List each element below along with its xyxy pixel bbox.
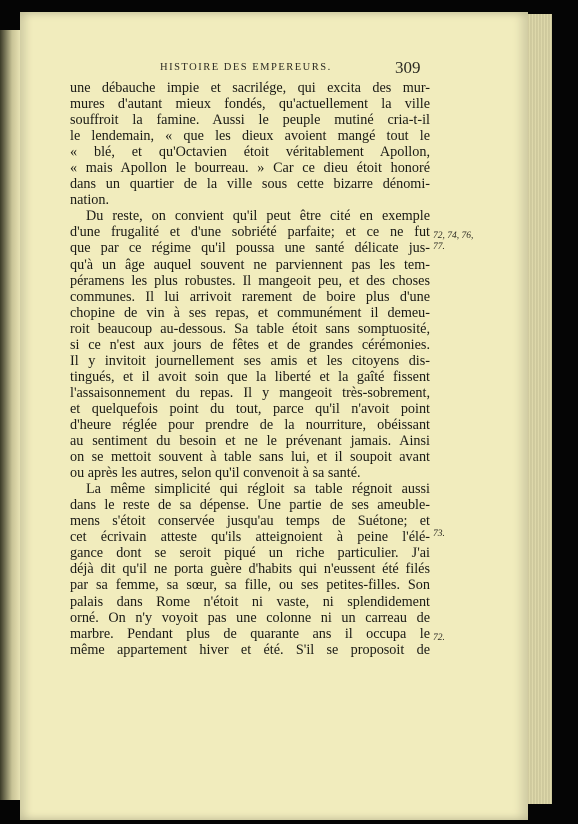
text-line: par sa femme, sa sœur, sa fille, ou ses petites-filles. Son xyxy=(70,577,430,594)
text-line: si ce n'est aux jours de fêtes et de grandes cérémonies. xyxy=(70,336,430,353)
text-line: marbre. Pendant plus de quarante ans il occupa le xyxy=(70,625,430,642)
text-line: cet écrivain atteste qu'ils atteignoient à peine l'élé- xyxy=(70,529,430,546)
margin-note: 72. xyxy=(433,633,445,643)
text-line: qu'à un âge auquel souvent ne parviennent pas les tem- xyxy=(70,256,430,273)
facing-page-edge xyxy=(0,30,20,800)
text-line: au sentiment du besoin et ne le prévenant jamais. Ainsi xyxy=(70,433,430,450)
text-line: l'assaisonnement du repas. Il y mangeoit très-sobrement, xyxy=(70,384,430,401)
text-line: ou après les autres, selon qu'il convenoit à sa santé. xyxy=(70,465,361,482)
text-line: mens s'étoit conservée jusqu'au temps de Suétone; et xyxy=(70,513,430,530)
text-line: chopine de vin à ses repas, et communément il demeu- xyxy=(70,304,430,321)
page-number: 309 xyxy=(395,58,421,77)
text-line: déjà dit qu'il ne porta guère d'habits qui n'eussent été filés xyxy=(70,561,430,578)
text-line: dans le reste de sa dépense. Une partie de ses ameuble- xyxy=(70,497,430,514)
text-line: tingués, et il avoit soin que la liberté et la gaîté fissent xyxy=(70,368,430,385)
text-line: souffroit la famine. Aussi le peuple mutiné cria-t-il xyxy=(70,112,430,129)
page-stack-edge xyxy=(528,14,552,804)
body-text xyxy=(70,80,430,658)
margin-note: 77. xyxy=(433,242,445,252)
text-line: gance dont se seroit piqué un riche particulier. J'ai xyxy=(70,545,430,562)
running-head: HISTOIRE DES EMPEREURS. xyxy=(160,62,332,73)
text-line: La même simplicité qui régloit sa table régnoit aussi xyxy=(86,481,430,498)
text-line: d'une frugalité et d'une sobriété parfaite; et ce ne fut xyxy=(70,224,430,241)
text-line: une débauche impie et sacrilége, qui excita des mur- xyxy=(70,80,430,96)
text-line: dans un quartier de la ville sous cette bizarre dénomi- xyxy=(70,176,430,193)
margin-note: 72, 74, 76, xyxy=(433,231,474,241)
text-line: roit beaucoup au-dessous. Sa table étoit sans somptuosité, xyxy=(70,320,430,337)
text-line: le lendemain, « que les dieux avoient mangé tout le xyxy=(70,128,430,145)
text-line: Il y invitoit journellement ses amis et les citoyens dis- xyxy=(70,352,430,369)
text-line: d'heure réglée pour prendre de la nourriture, obéissant xyxy=(70,416,430,433)
text-line: orné. On n'y voyoit pas une colonne ni un carreau de xyxy=(70,609,430,626)
text-line: que par ce régime qu'il poussa une santé délicate jus- xyxy=(70,240,430,257)
text-line: on se mettoit souvent à table sans lui, et il soupoit avant xyxy=(70,449,430,466)
text-line: nation. xyxy=(70,192,110,209)
text-line: mures d'autant mieux fondés, qu'actuellement la ville xyxy=(70,96,430,113)
text-line: « blé, et qu'Octavien étoit véritablement Apollon, xyxy=(70,144,430,161)
text-line: communes. Il lui arrivoit rarement de boire plus d'une xyxy=(70,288,430,305)
text-line: palais dans Rome n'étoit ni vaste, ni splendidement xyxy=(70,593,430,610)
text-line: Du reste, on convient qu'il peut être cité en exemple xyxy=(86,208,430,225)
text-line: même appartement hiver et été. S'il se proposoit de xyxy=(70,641,430,658)
text-line: péramens les plus robustes. Il mangeoit peu, et des choses xyxy=(70,272,430,289)
text-line: et quelquefois point du tout, parce qu'il n'avoit point xyxy=(70,400,430,417)
margin-note: 73. xyxy=(433,529,445,539)
text-line: « mais Apollon le bourreau. » Car ce dieu étoit honoré xyxy=(70,160,430,177)
